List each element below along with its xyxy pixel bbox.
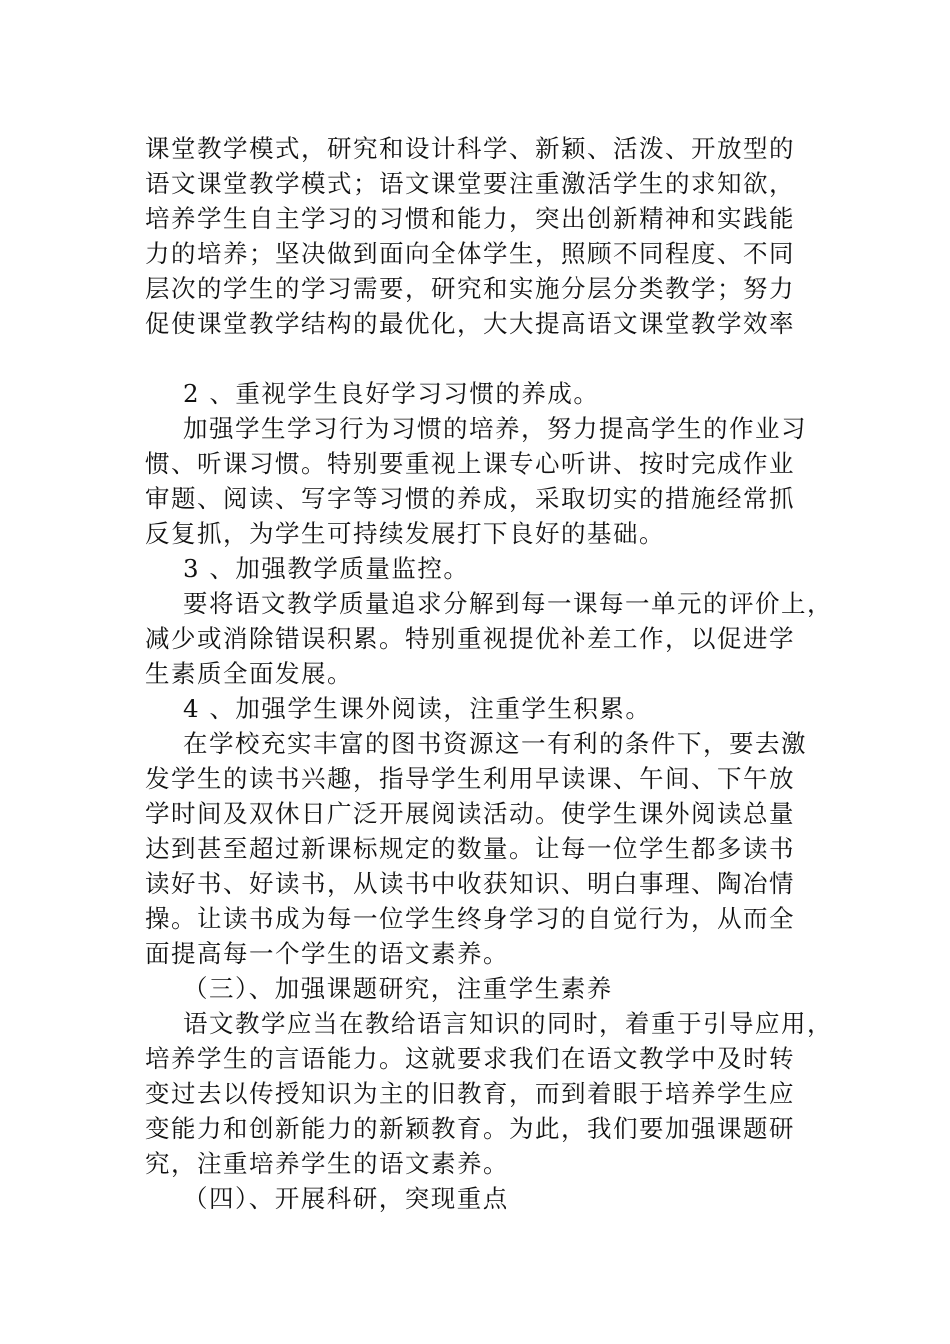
text-line: 生素质全面发展。 [145, 659, 353, 688]
text-line: 培养学生的言语能力。这就要求我们在语文教学中及时转 [145, 1044, 795, 1073]
text-line: 变能力和创新能力的新颖教育。为此，我们要加强课题研 [145, 1114, 795, 1143]
text-line: 操。让读书成为每一位学生终身学习的自觉行为，从而全 [145, 904, 795, 933]
text-line: 加强学生学习行为习惯的培养，努力提高学生的作业习 [183, 414, 807, 443]
text-line: 减少或消除错误积累。特别重视提优补差工作，以促进学 [145, 624, 795, 653]
text-line: 要将语文教学质量追求分解到每一课每一单元的评价上， [183, 589, 833, 618]
text-line: 面提高每一个学生的语文素养。 [145, 939, 509, 968]
section-heading: 3 、加强教学质量监控。 [183, 554, 470, 583]
section-heading: （四）、开展科研，突现重点 [183, 1184, 509, 1213]
section-heading: 2 、重视学生良好学习习惯的养成。 [183, 379, 600, 408]
text-line: 惯、听课习惯。特别要重视上课专心听讲、按时完成作业 [145, 449, 795, 478]
text-line: 学时间及双休日广泛开展阅读活动。使学生课外阅读总量 [145, 799, 795, 828]
text-line: 在学校充实丰富的图书资源这一有利的条件下，要去激 [183, 729, 807, 758]
text-line: 培养学生自主学习的习惯和能力，突出创新精神和实践能 [145, 204, 795, 233]
text-line: 课堂教学模式，研究和设计科学、新颖、活泼、开放型的 [145, 134, 795, 163]
text-line: 变过去以传授知识为主的旧教育，而到着眼于培养学生应 [145, 1079, 795, 1108]
text-line: 语文课堂教学模式；语文课堂要注重激活学生的求知欲， [145, 169, 795, 198]
text-line: 发学生的读书兴趣，指导学生利用早读课、午间、下午放 [145, 764, 795, 793]
text-line: 力的培养；坚决做到面向全体学生，照顾不同程度、不同 [145, 239, 795, 268]
text-line: 促使课堂教学结构的最优化，大大提高语文课堂教学效率 [145, 309, 795, 338]
section-heading: 4 、加强学生课外阅读，注重学生积累。 [183, 694, 652, 723]
text-line: 层次的学生的学习需要，研究和实施分层分类教学；努力 [145, 274, 795, 303]
text-line: 审题、阅读、写字等习惯的养成，采取切实的措施经常抓 [145, 484, 795, 513]
text-line: 语文教学应当在教给语言知识的同时，着重于引导应用， [183, 1009, 833, 1038]
text-line: 读好书、好读书，从读书中收获知识、明白事理、陶冶情 [145, 869, 795, 898]
text-line: 达到甚至超过新课标规定的数量。让每一位学生都多读书 [145, 834, 795, 863]
text-line: 究，注重培养学生的语文素养。 [145, 1149, 509, 1178]
section-heading: （三）、加强课题研究，注重学生素养 [183, 974, 613, 1003]
text-line: 反复抓，为学生可持续发展打下良好的基础。 [145, 519, 665, 548]
